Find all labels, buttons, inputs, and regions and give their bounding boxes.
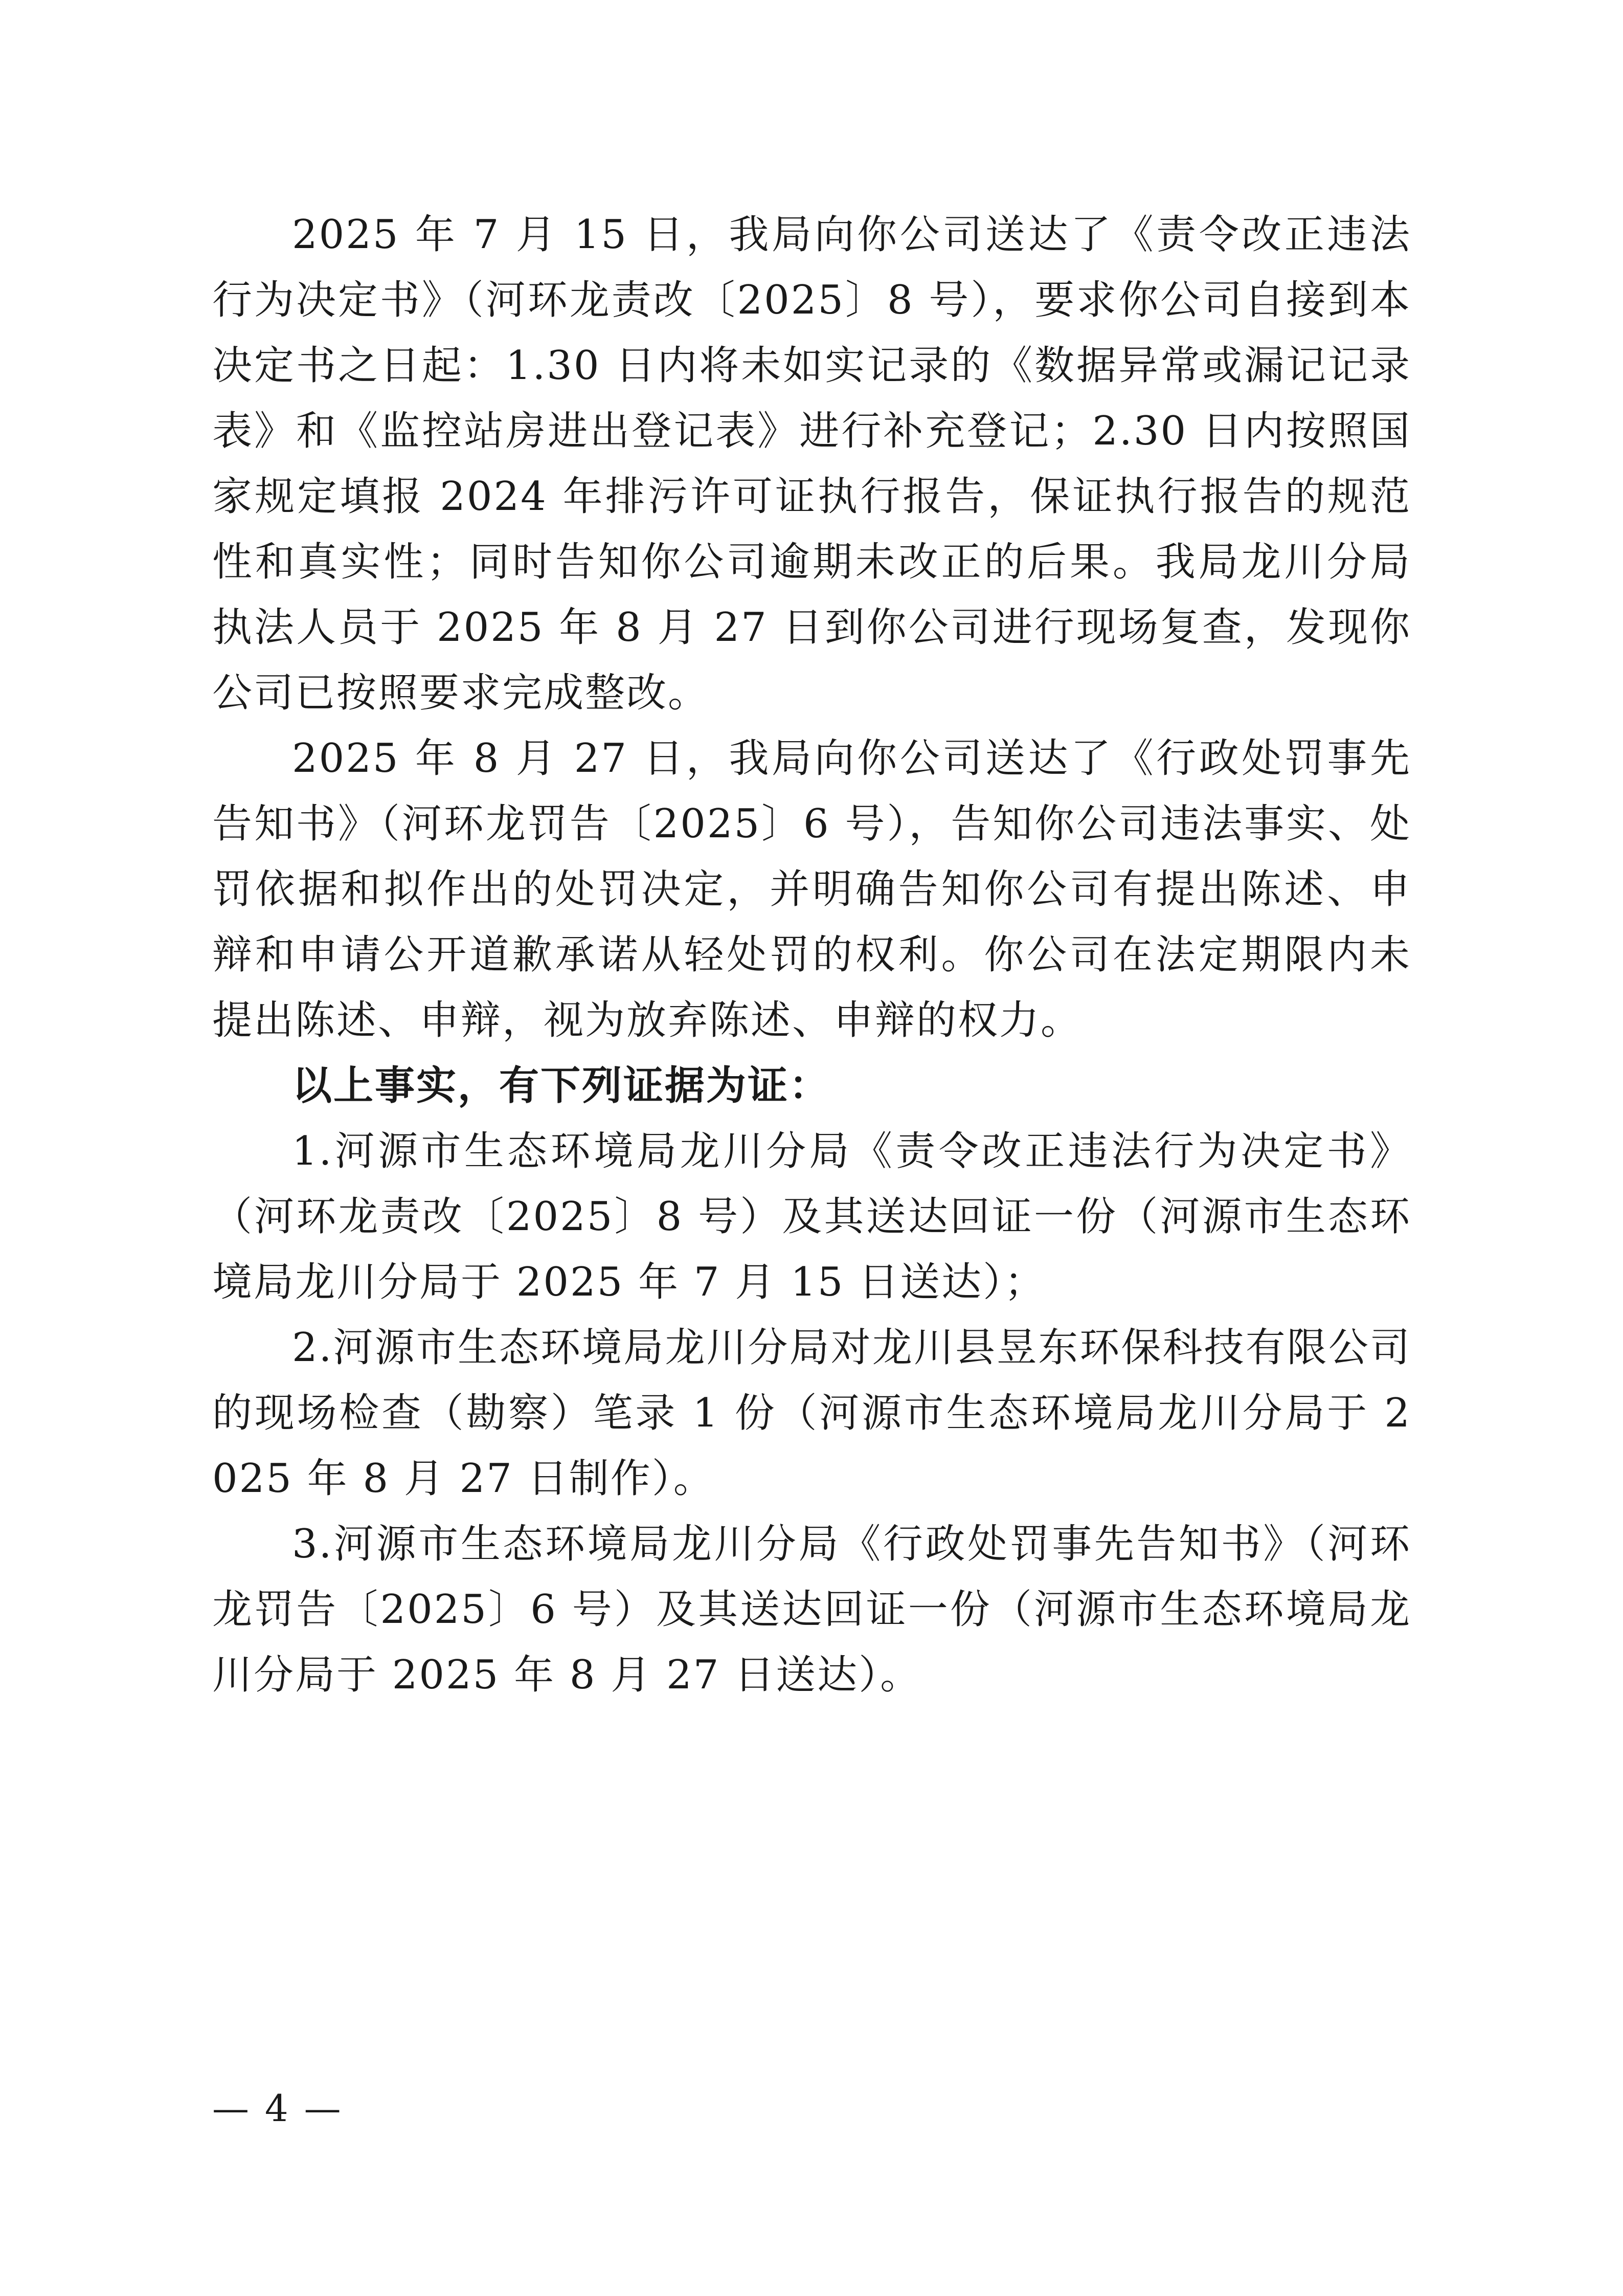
evidence-item-1: 1.河源市生态环境局龙川分局《责令改正违法行为决定书》（河环龙责改〔2025〕8 号）及其送达回证一份（河源市生态环境局龙川分局于 2025 年 7 月 15 日送达）；: [212, 1128, 1411, 1305]
paragraph-penalty-notice: 2025 年 8 月 27 日，我局向你公司送达了《行政处罚事先告知书》（河环龙罚告〔2025〕6 号），告知你公司违法事实、处罚依据和拟作出的处罚决定，并明确告知你公司有提出陈述、申辩和申请公开道歉承诺从轻处罚的权利。你公司在法定期限内未提出陈述、申辩，视为放弃陈述、申辩的权力。: [212, 735, 1411, 1043]
document-body: [212, 202, 1411, 1708]
paragraph-rectification-order: 2025 年 7 月 15 日，我局向你公司送达了《责令改正违法行为决定书》（河环龙责改〔2025〕8 号），要求你公司自接到本决定书之日起：1.30 日内将未如实记录的《数据异常或漏记记录表》和《监控站房进出登记表》进行补充登记；2.30 日内按照国家规定填报 2024 年排污许可证执行报告，保证执行报告的规范性和真实性；同时告知你公司逾期未改正的后果。我局龙川分局执法人员于 2025 年 8 月 27 日到你公司进行现场复查，发现你公司已按照要求完成整改。: [212, 212, 1411, 716]
evidence-item-3: 3.河源市生态环境局龙川分局《行政处罚事先告知书》（河环龙罚告〔2025〕6 号）及其送达回证一份（河源市生态环境局龙川分局于 2025 年 8 月 27 日送达）。: [212, 1521, 1411, 1698]
evidence-item-2: 2.河源市生态环境局龙川分局对龙川县昱东环保科技有限公司的现场检查（勘察）笔录 1 份（河源市生态环境局龙川分局于 2025 年 8 月 27 日制作）。: [212, 1325, 1411, 1502]
page-number: — 4 —: [212, 2087, 343, 2130]
evidence-heading: 以上事实，有下列证据为证：: [292, 1062, 831, 1109]
